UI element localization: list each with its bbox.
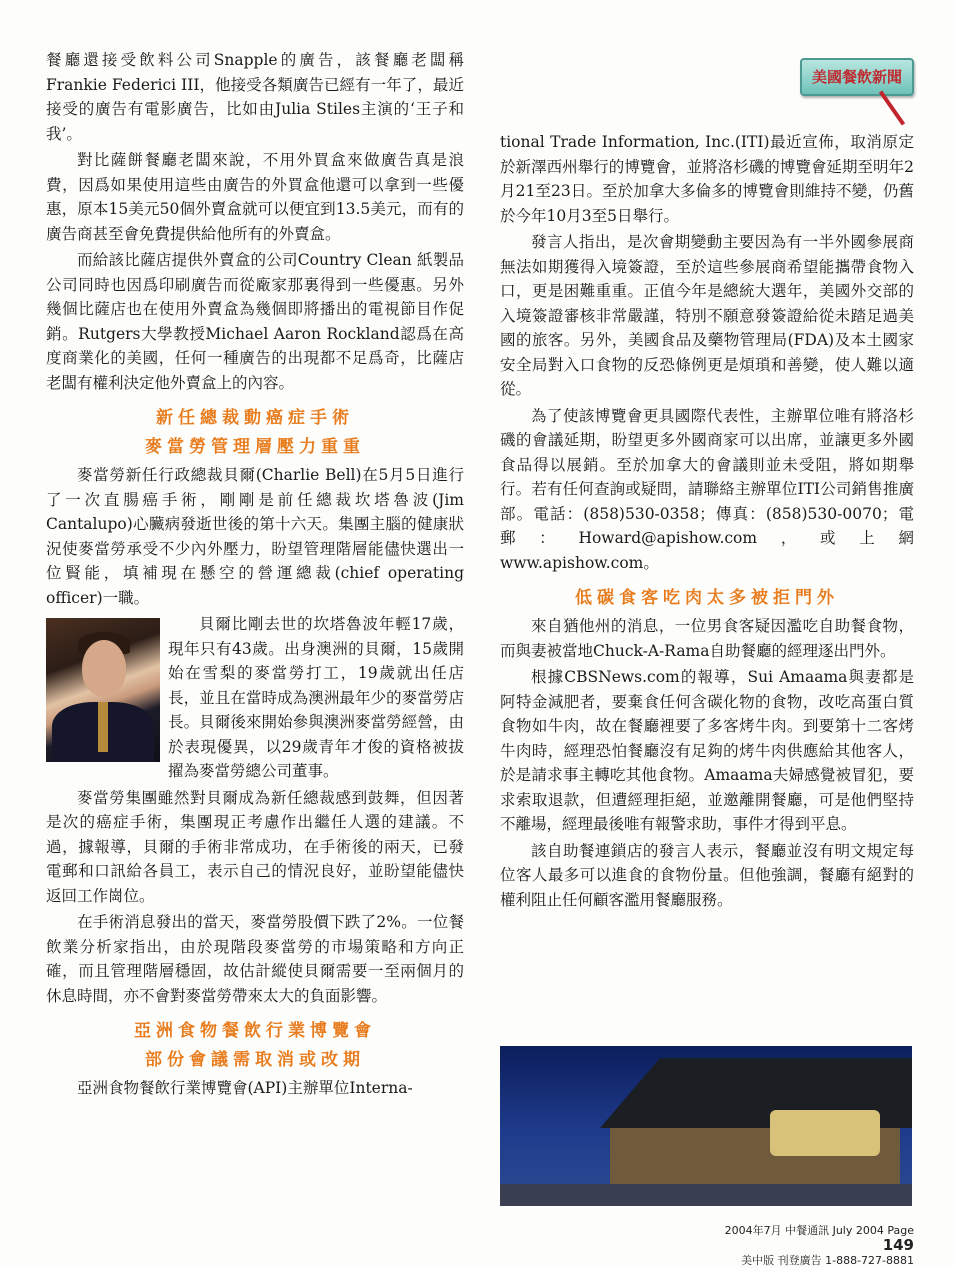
paragraph: 在手術消息發出的當天，麥當勞股價下跌了2%。一位餐飲業分析家指出，由於現階段麥當勞的市場策略和方向正確，而且管理階層穩固，故估計縱使貝爾需要一至兩個月的休息時間，亦不會對麥當勞帶來太大的負面影響。 [46, 913, 464, 1005]
paragraph: 為了使該博覽會更具國際代表性，主辦單位唯有將洛杉磯的會議延期，盼望更多外國商家可以出席，並讓更多外國食品得以展銷。至於加拿大的會議則並未受阻，將如期舉行。若有任何查詢或疑問，請聯絡主辦單位ITI公司銷售推廣部。電話：(858)530-0358；傳真：(858)530-0070；電郵：Howard@apishow.com，或上網www.apishow.com。 [500, 406, 914, 572]
paragraph: 來自猶他州的消息，一位男食客疑因濫吃自助餐食物，而與妻被當地Chuck-A-Rama自助餐廳的經理逐出門外。 [500, 617, 914, 660]
article-headline: 麥當勞管理層壓力重重 [145, 437, 365, 457]
paragraph: 麥當勞新任行政總裁貝爾(Charlie Bell)在5月5日進行了一次直腸癌手術，剛剛是前任總裁坎塔魯波(Jim Cantalupo)心臟病發逝世後的第十六天。集團主腦的健康狀況使麥當勞承受不少內外壓力，盼望管理階層能儘快選出一位賢能，填補現在懸空的營運總裁(chief operating officer)一職。 [46, 466, 464, 607]
article-headline: 新任總裁動癌症手術 [156, 408, 354, 428]
footer-ad: 美中版 刊登廣告 1-888-727-8881 [741, 1254, 914, 1267]
paragraph: 對比薩餅餐廳老闆來說，不用外買盒來做廣告真是浪費，因爲如果使用這些由廣告的外買盒他還可以拿到一些優惠，原本15美元50個外賣盒就可以便宜到13.5美元，而有的廣告商甚至會免費提供給他所有的外賣盒。 [46, 151, 464, 243]
section-badge-label: 美國餐飲新聞 [811, 68, 902, 86]
left-column [46, 48, 464, 1103]
paragraph: 餐廳還接受飲料公司Snapple的廣告，該餐廳老闆稱Frankie Federici III，他接受各類廣告已經有一年了，最近接受的廣告有電影廣告，比如由Julia Stiles主演的‘王子和我’。 [46, 51, 464, 143]
paragraph: 該自助餐連鎖店的發言人表示，餐廳並沒有明文規定每位客人最多可以進食的食物份量。但他強調，餐廳有絕對的權利阻止任何顧客濫用餐廳服務。 [500, 841, 914, 909]
portrait-photo [46, 618, 160, 762]
paragraph: 根據CBSNews.com的報導，Sui Amaama與妻都是阿特金減肥者，要棄食任何含碳化物的食物，改吃高蛋白質食物如牛肉，故在餐廳裡要了多客烤牛肉。到要第十二客烤牛肉時，經理恐怕餐廳沒有足夠的烤牛肉供應給其他客人，於是請求事主轉吃其他食物。Amaama夫婦感覺被冒犯，要求索取退款，但遭經理拒絕，並邀離開餐廳，可是他們堅持不離場，經理最後唯有報警求助，事件才得到平息。 [500, 668, 914, 833]
paragraph: 麥當勞集團雖然對貝爾成為新任總裁感到鼓舞，但因著是次的癌症手術，集團現正考慮作出繼任人選的建議。不過，據報導，貝爾的手術非常成功，在手術後的兩天，已發電郵和口訊給各員工，表示自己的情況良好，並盼望能儘快返回工作崗位。 [46, 788, 464, 905]
restaurant-photo [500, 1046, 912, 1206]
paragraph: 亞洲食物餐飲行業博覽會(API)主辦單位Interna- [77, 1079, 413, 1097]
paragraph: 發言人指出，是次會期變動主要因為有一半外國參展商無法如期獲得入境簽證，至於這些參展商希望能攜帶食物入口，更是困難重重。正值今年是總統大選年，美國外交部的入境簽證審核非常嚴謹，特別不願意發簽證給從未踏足過美國的旅客。另外，美國食品及藥物管理局(FDA)及本土國家安全局對入口食物的反恐條例更是煩瑣和善變，使人難以適從。 [500, 233, 914, 398]
page-number: 149 [882, 1236, 914, 1254]
right-column [500, 130, 914, 914]
article-headline: 亞洲食物餐飲行業博覽會 [134, 1021, 376, 1041]
section-badge [800, 58, 914, 96]
paragraph: tional Trade Information, Inc.(ITI)最近宣佈，取消原定於新澤西州舉行的博覽會，並將洛杉磯的博覽會延期至明年2月21至23日。至於加拿大多倫多的博覽會則維持不變，仍舊於今年10月3至5日舉行。 [500, 133, 914, 225]
article-headline: 低碳食客吃肉太多被拒門外 [575, 588, 839, 608]
page-footer [690, 1224, 914, 1268]
article-headline: 部份會議需取消或改期 [145, 1050, 365, 1070]
paragraph: 而給該比薩店提供外賣盒的公司Country Clean 紙製品公司同時也因爲印刷廣告而從廠家那裏得到一些優惠。另外幾個比薩店也在使用外賣盒為幾個即將播出的電視節目作促銷。Rutgers大學教授Michael Aaron Rockland認爲在高度商業化的美國，任何一種廣告的出現都不足爲奇，比薩店老闆有權利決定他外賣盒上的內容。 [46, 251, 464, 392]
footer-date: 2004年7月 中餐通訊 July 2004 Page [724, 1224, 914, 1237]
paragraph: 貝爾比剛去世的坎塔魯波年輕17歲，現年只有43歲。出身澳洲的貝爾，15歲開始在雪梨的麥當勞打工，19歲就出任店長，並且在當時成為澳洲最年少的麥當勞店長。貝爾後來開始參與澳洲麥當勞經營，由於表現優異，以29歲青年才俊的資格被拔擢為麥當勞總公司董事。 [168, 615, 464, 780]
